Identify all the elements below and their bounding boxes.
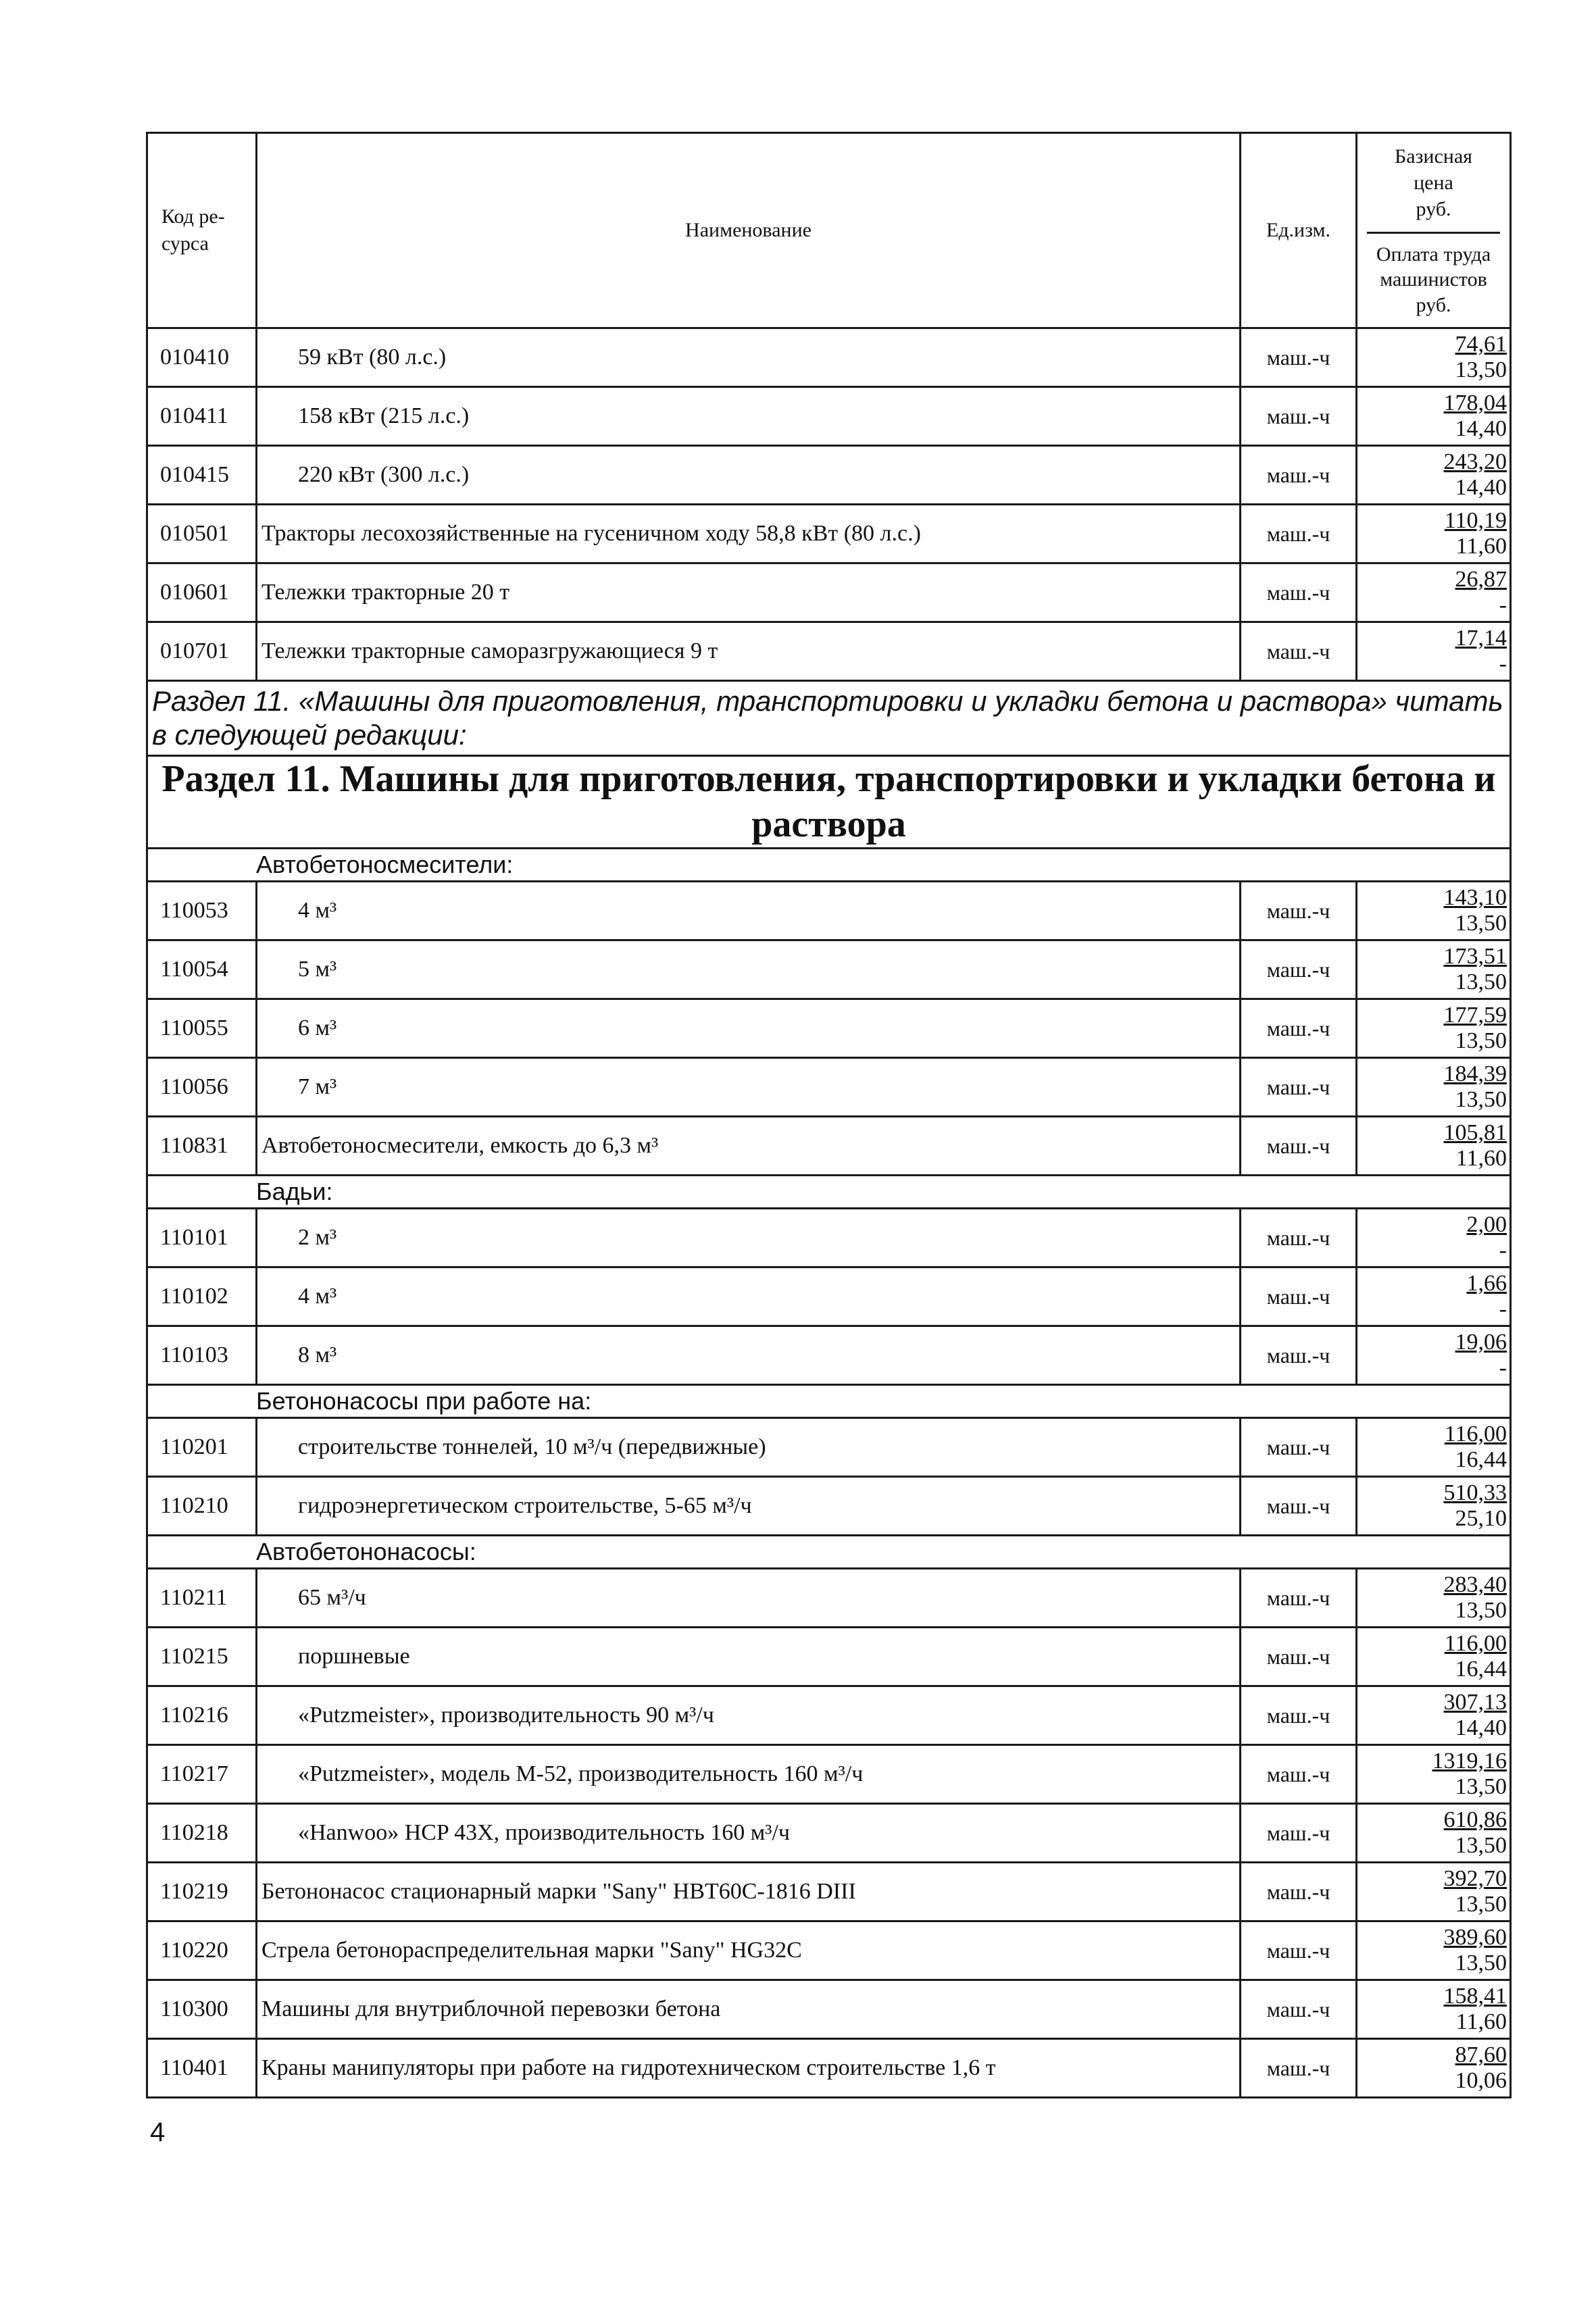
table-row: [147, 1569, 1511, 1628]
base-price: 110,19: [1444, 507, 1507, 533]
header-operator-wage: Оплата труда машинистов руб.: [1376, 243, 1491, 316]
unit-cell: маш.-ч: [1241, 1980, 1357, 2039]
resource-name: 65 м³/ч: [257, 1569, 1241, 1628]
unit-cell: маш.-ч: [1241, 1804, 1357, 1863]
resource-code: 110217: [147, 1745, 257, 1804]
unit-cell: маш.-ч: [1241, 1418, 1357, 1477]
price-cell: [1357, 1686, 1511, 1745]
resource-code: 110218: [147, 1804, 257, 1863]
unit-cell: маш.-ч: [1241, 1477, 1357, 1536]
table-row: [147, 622, 1511, 681]
unit-cell: маш.-ч: [1241, 622, 1357, 681]
base-price: 177,59: [1443, 1003, 1507, 1028]
operator-wage: 13,50: [1455, 911, 1507, 936]
table-row: [147, 1980, 1511, 2039]
base-price: 389,60: [1443, 1925, 1507, 1951]
unit-cell: маш.-ч: [1241, 1863, 1357, 1921]
operator-wage: 11,60: [1455, 2009, 1507, 2035]
resource-name: 220 кВт (300 л.с.): [257, 446, 1241, 505]
table-row: [147, 1745, 1511, 1804]
resource-code: 010411: [147, 387, 257, 446]
group-header-row: [147, 1385, 1511, 1418]
resource-name: 4 м³: [257, 1267, 1241, 1326]
resource-name: 158 кВт (215 л.с.): [257, 387, 1241, 446]
operator-wage: 13,50: [1455, 1774, 1507, 1800]
unit-cell: маш.-ч: [1241, 1267, 1357, 1326]
resource-code: 110220: [147, 1921, 257, 1980]
resource-code: 010701: [147, 622, 257, 681]
resource-name: «Hanwoo» HCP 43X, производительность 160 м³/ч: [257, 1804, 1241, 1863]
operator-wage: 13,50: [1455, 1892, 1507, 1917]
resource-code: 110101: [147, 1209, 257, 1267]
unit-cell: маш.-ч: [1241, 1117, 1357, 1176]
base-price: 610,86: [1443, 1807, 1507, 1833]
resource-code: 110201: [147, 1418, 257, 1477]
price-cell: [1357, 1863, 1511, 1921]
price-cell: [1357, 1477, 1511, 1536]
unit-cell: маш.-ч: [1241, 2039, 1357, 2098]
operator-wage: 13,50: [1455, 1087, 1507, 1113]
operator-wage: 13,50: [1455, 1833, 1507, 1859]
table-row: [147, 1209, 1511, 1267]
resource-name: Краны манипуляторы при работе на гидротехническом строительстве 1,6 т: [257, 2039, 1241, 2098]
operator-wage: 14,40: [1455, 416, 1507, 441]
base-price: 392,70: [1443, 1866, 1507, 1892]
base-price: 87,60: [1455, 2042, 1507, 2068]
operator-wage: 25,10: [1455, 1506, 1507, 1532]
resource-name: «Putzmeister», производительность 90 м³/ч: [257, 1686, 1241, 1745]
resource-name: 59 кВт (80 л.с.): [257, 328, 1241, 387]
base-price: 307,13: [1443, 1690, 1507, 1715]
base-price: 1319,16: [1432, 1749, 1507, 1774]
base-price: 74,61: [1455, 331, 1507, 357]
table-header-row: [147, 133, 1511, 328]
price-cell: [1357, 1628, 1511, 1686]
resource-name: гидроэнергетическом строительстве, 5-65 м³/ч: [257, 1477, 1241, 1536]
resource-code: 110103: [147, 1326, 257, 1385]
price-cell: [1357, 1804, 1511, 1863]
base-price: 19,06: [1455, 1330, 1507, 1355]
operator-wage: 13,50: [1455, 1028, 1507, 1054]
base-price: 105,81: [1443, 1120, 1507, 1146]
operator-wage: -: [1499, 1297, 1507, 1322]
note-row: [147, 681, 1511, 756]
unit-cell: маш.-ч: [1241, 1686, 1357, 1745]
table-row: [147, 563, 1511, 622]
price-cell: [1357, 1745, 1511, 1804]
operator-wage: -: [1499, 593, 1507, 618]
operator-wage: 14,40: [1455, 475, 1507, 500]
base-price: 510,33: [1443, 1480, 1507, 1506]
price-cell: [1357, 2039, 1511, 2098]
table-row: [147, 1863, 1511, 1921]
operator-wage: 13,50: [1455, 357, 1507, 382]
resource-name: 2 м³: [257, 1209, 1241, 1267]
price-cell: [1357, 505, 1511, 563]
table-row: [147, 1921, 1511, 1980]
table-row: [147, 446, 1511, 505]
operator-wage: 16,44: [1455, 1447, 1507, 1473]
operator-wage: 11,60: [1455, 534, 1507, 559]
unit-cell: маш.-ч: [1241, 387, 1357, 446]
price-cell: [1357, 1117, 1511, 1176]
base-price: 173,51: [1443, 944, 1507, 970]
unit-cell: маш.-ч: [1241, 999, 1357, 1058]
base-price: 116,00: [1444, 1422, 1507, 1447]
price-cell: [1357, 446, 1511, 505]
page-number: 4: [150, 2117, 166, 2147]
resource-name: Тележки тракторные 20 т: [257, 563, 1241, 622]
resource-code: 110215: [147, 1628, 257, 1686]
price-cell: [1357, 1569, 1511, 1628]
resource-code: 010501: [147, 505, 257, 563]
operator-wage: 14,40: [1455, 1715, 1507, 1741]
group-header-row: [147, 849, 1511, 882]
unit-cell: маш.-ч: [1241, 1569, 1357, 1628]
operator-wage: -: [1499, 1238, 1507, 1263]
table-row: [147, 882, 1511, 940]
resource-name: 7 м³: [257, 1058, 1241, 1117]
price-cell: [1357, 1326, 1511, 1385]
resource-name: Бетононасос стационарный марки "Sany" HBT60C-1816 DIII: [257, 1863, 1241, 1921]
unit-cell: маш.-ч: [1241, 1058, 1357, 1117]
base-price: 143,10: [1443, 885, 1507, 911]
resource-code: 110300: [147, 1980, 257, 2039]
base-price: 2,00: [1466, 1212, 1507, 1238]
resource-code: 110831: [147, 1117, 257, 1176]
table-row: [147, 1326, 1511, 1385]
price-cell: [1357, 1418, 1511, 1477]
unit-cell: маш.-ч: [1241, 328, 1357, 387]
group-header-row: [147, 1176, 1511, 1209]
price-cell: [1357, 387, 1511, 446]
group-label: Автобетоносмесители:: [147, 849, 1511, 882]
header-base-price: Базисная цена руб.: [1395, 145, 1472, 220]
table-row: [147, 940, 1511, 999]
base-price: 116,00: [1444, 1631, 1507, 1657]
header-code: Код ре- сурса: [147, 133, 257, 328]
operator-wage: 13,50: [1455, 1598, 1507, 1624]
header-name: Наименование: [257, 133, 1241, 328]
resource-name: Тракторы лесохозяйственные на гусеничном ходу 58,8 кВт (80 л.с.): [257, 505, 1241, 563]
resource-name: поршневые: [257, 1628, 1241, 1686]
resource-name: строительстве тоннелей, 10 м³/ч (передвижные): [257, 1418, 1241, 1477]
operator-wage: 16,44: [1455, 1657, 1507, 1682]
unit-cell: маш.-ч: [1241, 1326, 1357, 1385]
unit-cell: маш.-ч: [1241, 882, 1357, 940]
unit-cell: маш.-ч: [1241, 1628, 1357, 1686]
resource-price-table: [146, 132, 1512, 2098]
table-row: [147, 1686, 1511, 1745]
table-row: [147, 999, 1511, 1058]
resource-code: 110210: [147, 1477, 257, 1536]
price-cell: [1357, 1209, 1511, 1267]
resource-code: 110211: [147, 1569, 257, 1628]
resource-code: 110102: [147, 1267, 257, 1326]
price-cell: [1357, 882, 1511, 940]
base-price: 26,87: [1455, 566, 1507, 592]
resource-code: 110055: [147, 999, 257, 1058]
base-price: 283,40: [1443, 1572, 1507, 1598]
table-row: [147, 1117, 1511, 1176]
resource-code: 110216: [147, 1686, 257, 1745]
header-price: [1357, 133, 1511, 328]
resource-code: 110401: [147, 2039, 257, 2098]
table-row: [147, 505, 1511, 563]
price-cell: [1357, 563, 1511, 622]
table-row: [147, 1477, 1511, 1536]
unit-cell: маш.-ч: [1241, 940, 1357, 999]
group-header-row: [147, 1536, 1511, 1569]
operator-wage: 10,06: [1455, 2068, 1507, 2094]
price-cell: [1357, 1980, 1511, 2039]
resource-code: 110053: [147, 882, 257, 940]
table-row: [147, 1804, 1511, 1863]
base-price: 17,14: [1455, 625, 1507, 651]
table-row: [147, 328, 1511, 387]
unit-cell: маш.-ч: [1241, 1745, 1357, 1804]
resource-code: 110054: [147, 940, 257, 999]
table-row: [147, 387, 1511, 446]
base-price: 1,66: [1466, 1271, 1507, 1297]
price-cell: [1357, 622, 1511, 681]
operator-wage: -: [1499, 1355, 1507, 1381]
resource-name: Машины для внутриблочной перевозки бетона: [257, 1980, 1241, 2039]
section-note: Раздел 11. «Машины для приготовления, транспортировки и укладки бетона и раствора» читать в следующей редакции:: [147, 681, 1511, 756]
resource-code: 010410: [147, 328, 257, 387]
base-price: 158,41: [1443, 1984, 1507, 2009]
unit-cell: маш.-ч: [1241, 505, 1357, 563]
table-row: [147, 2039, 1511, 2098]
resource-name: Автобетоносмесители, емкость до 6,3 м³: [257, 1117, 1241, 1176]
resource-name: 4 м³: [257, 882, 1241, 940]
resource-name: Стрела бетонораспределительная марки "Sany" HG32C: [257, 1921, 1241, 1980]
base-price: 243,20: [1443, 449, 1507, 474]
base-price: 178,04: [1443, 390, 1507, 416]
table-row: [147, 1058, 1511, 1117]
base-price: 184,39: [1443, 1061, 1507, 1087]
price-cell: [1357, 999, 1511, 1058]
resource-name: Тележки тракторные саморазгружающиеся 9 т: [257, 622, 1241, 681]
resource-code: 010601: [147, 563, 257, 622]
resource-name: 6 м³: [257, 999, 1241, 1058]
section-title-row: [147, 756, 1511, 849]
price-cell: [1357, 1058, 1511, 1117]
price-cell: [1357, 328, 1511, 387]
group-label: Бадьи:: [147, 1176, 1511, 1209]
table-row: [147, 1628, 1511, 1686]
resource-code: 110219: [147, 1863, 257, 1921]
price-cell: [1357, 1921, 1511, 1980]
unit-cell: маш.-ч: [1241, 1209, 1357, 1267]
resource-name: 5 м³: [257, 940, 1241, 999]
group-label: Бетононасосы при работе на:: [147, 1385, 1511, 1418]
resource-code: 010415: [147, 446, 257, 505]
operator-wage: -: [1499, 651, 1507, 676]
unit-cell: маш.-ч: [1241, 563, 1357, 622]
resource-name: «Putzmeister», модель М-52, производительность 160 м³/ч: [257, 1745, 1241, 1804]
resource-code: 110056: [147, 1058, 257, 1117]
header-unit: Ед.изм.: [1241, 133, 1357, 328]
unit-cell: маш.-ч: [1241, 1921, 1357, 1980]
section-title: Раздел 11. Машины для приготовления, транспортировки и укладки бетона и раствора: [147, 756, 1511, 849]
table-row: [147, 1267, 1511, 1326]
price-cell: [1357, 1267, 1511, 1326]
operator-wage: 13,50: [1455, 1951, 1507, 1976]
operator-wage: 13,50: [1455, 970, 1507, 995]
table-row: [147, 1418, 1511, 1477]
group-label: Автобетононасосы:: [147, 1536, 1511, 1569]
operator-wage: 11,60: [1455, 1146, 1507, 1172]
unit-cell: маш.-ч: [1241, 446, 1357, 505]
document-page: [146, 132, 1510, 2098]
price-cell: [1357, 940, 1511, 999]
resource-name: 8 м³: [257, 1326, 1241, 1385]
